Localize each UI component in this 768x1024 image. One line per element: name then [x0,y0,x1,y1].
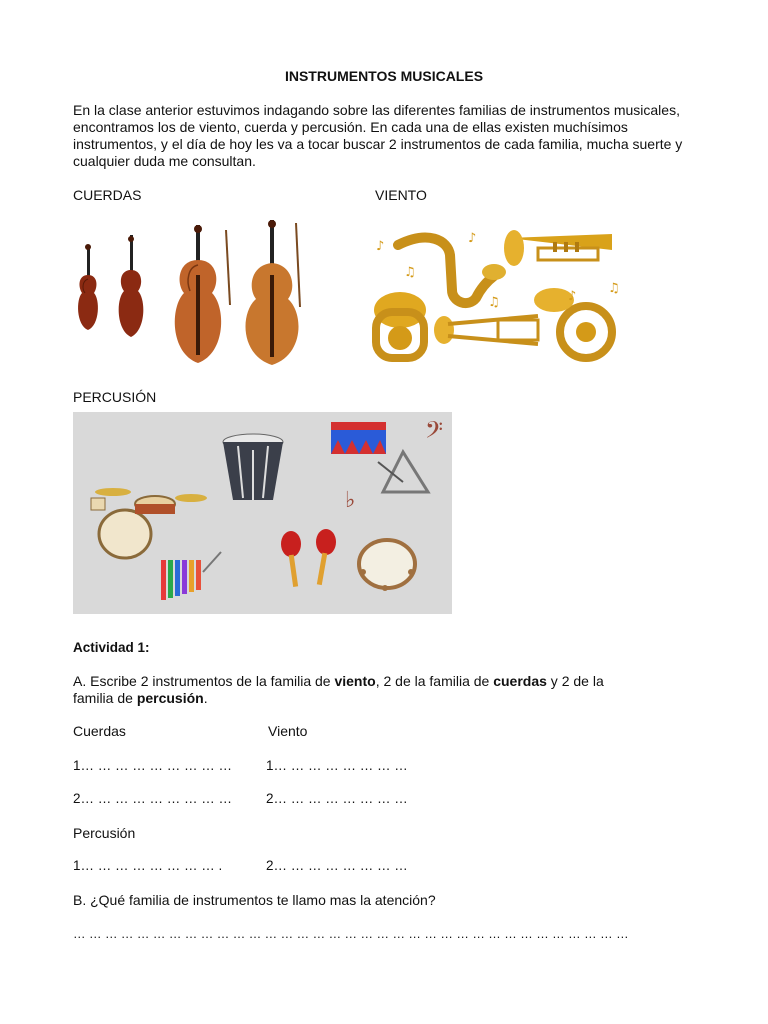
percussion-instruments-image [73,412,452,614]
answer-percusion-1[interactable]: 1… … … … … … … … . [73,858,223,873]
question-b: B. ¿Qué familia de instrumentos te llamo mas la atención? [73,892,436,908]
cuerdas-heading: CUERDAS [73,187,142,203]
column-cuerdas: Cuerdas [73,723,126,739]
question-a: A. Escribe 2 instrumentos de la familia de viento, 2 de la familia de cuerdas y 2 de la familia de percusión. [73,673,604,706]
answer-viento-1[interactable]: 1… … … … … … … … [266,758,408,773]
answer-percusion-2[interactable]: 2… … … … … … … … [266,858,408,873]
wind-instruments-image [368,220,628,378]
activity-title: Actividad 1: [73,640,150,655]
flat-sign-icon: ♭ [345,488,356,513]
column-percusion: Percusión [73,825,136,841]
bass-clef-icon: 𝄢 [425,416,444,449]
conga-drum-icon [223,434,283,500]
snare-drum-icon [331,422,386,454]
triangle-icon [378,452,428,492]
answer-cuerdas-1[interactable]: 1… … … … … … … … … [73,758,233,773]
svg-text:♫: ♫ [404,265,416,280]
tuba-icon [374,292,426,358]
intro-paragraph: En la clase anterior estuvimos indagando sobre las diferentes familias de instrumentos musicales, encontramos los de viento, cuerda y percusión. En cada una de ellas existen muchísimos instrumentos, y el día de hoy les va a tocar buscar 2 instrumentos de cada familia, mucha suerte y cualquier duda me consultan. [73,102,683,169]
trombone-icon [434,316,538,344]
trumpet-icon [504,230,612,266]
svg-text:♪: ♪ [468,231,477,246]
tambourine-icon [359,540,415,591]
svg-text:♪: ♪ [376,239,385,254]
violin-icon [78,244,98,330]
double-bass-icon [245,220,300,365]
xylophone-icon [161,552,221,600]
document-title: INSTRUMENTOS MUSICALES [284,68,484,84]
percusion-heading: PERCUSIÓN [73,389,157,405]
answer-viento-2[interactable]: 2… … … … … … … … [266,791,408,806]
drum-kit-icon [91,488,207,558]
maracas-icon [281,529,336,587]
svg-text:♪: ♪ [568,289,577,304]
answer-cuerdas-2[interactable]: 2… … … … … … … … … [73,791,233,806]
column-viento: Viento [268,723,308,739]
answer-line-b[interactable]: … … … … … … … … … … … … … … … … … … … … … … … … … … … … … … … … … … … [73,927,629,941]
svg-text:♫: ♫ [488,295,500,310]
svg-text:♫: ♫ [608,281,620,296]
viento-heading: VIENTO [375,187,427,203]
strings-instruments-image [70,215,310,370]
cello-icon [175,225,230,363]
viola-icon [119,235,144,337]
